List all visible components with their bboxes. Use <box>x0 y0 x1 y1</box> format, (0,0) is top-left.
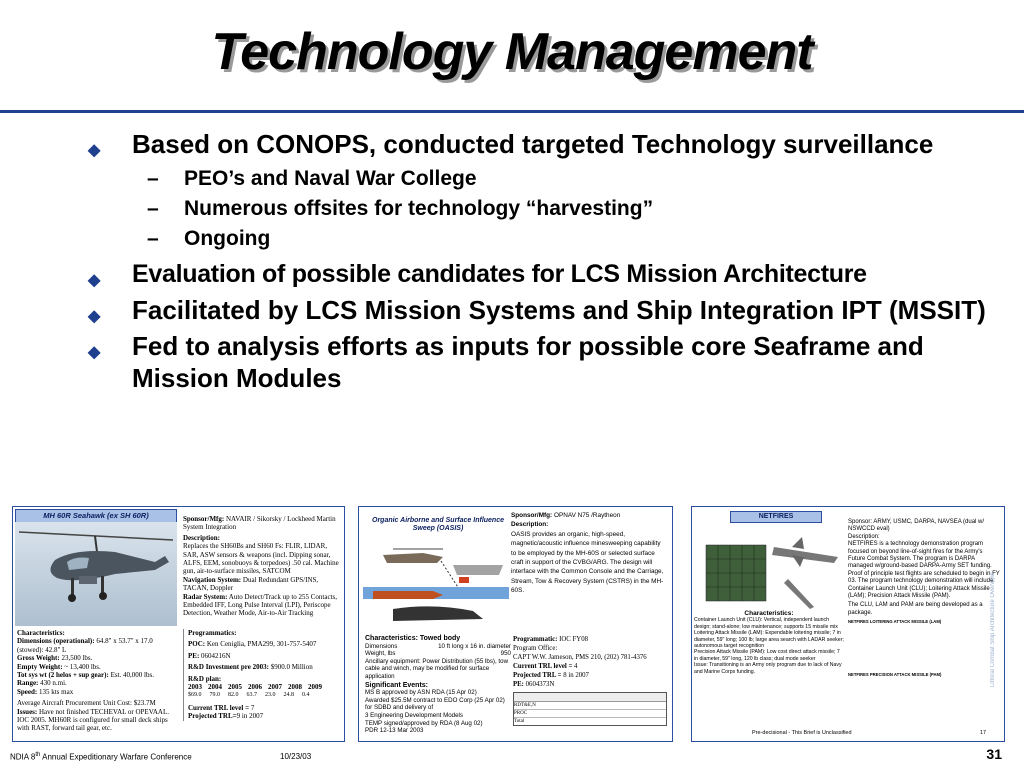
current-trl: Current TRL level = 4 <box>513 663 578 670</box>
dash-bullet-icon: – <box>147 167 159 190</box>
description-label: Description: <box>511 521 549 529</box>
netfires-right-column <box>848 619 984 677</box>
char-row: Dimensions 10 ft long x 16 in. diameter <box>365 642 511 650</box>
helicopter-image <box>15 522 177 626</box>
sponsor-line: Sponsor: ARMY, USMC, DARPA, NAVSEA (dual w/ NSWCCD eval) <box>848 519 985 533</box>
panel-heading: Organic Airborne and Surface Influence Sweep (OASIS) <box>372 517 504 532</box>
bullet-item: ◆ Based on CONOPS, conducted targeted Technology surveillance <box>82 128 1002 160</box>
programmatics-label: Programmatics: <box>188 629 237 637</box>
char-row: Weight, lbs 950 <box>365 650 511 658</box>
events-label: Significant Events: <box>365 681 429 689</box>
sub-bullet-item: – PEO’s and Naval War College <box>82 164 1002 194</box>
netfires-watermark: Littoral Combat Ship Architecture Overview <box>990 572 996 687</box>
diamond-bullet-icon: ◆ <box>88 272 101 289</box>
char-item: Container Launch Unit (CLU): Vertical, independent launch design; stand-alone; low maintenance; supports 15 missile mix <box>694 617 838 630</box>
char-row: Speed: 135 kts max <box>17 687 74 696</box>
char-item: Issue: Transitioning is an Army only program due to lack of Navy and Marine Corps funding. <box>694 662 842 675</box>
char-item: Loitering Attack Missile (LAM): Expendable loitering missile; 7 in diameter, 59" long; 100 lb; large area search with LADAR seeker; autonomous target recognition <box>694 630 844 650</box>
plan-values-row: $69.0 79.0 82.0 63.7 23.0 24.8 0.4 <box>188 692 310 699</box>
bullet-list <box>82 128 1002 398</box>
characteristics-label: Characteristics: Towed body <box>365 635 461 642</box>
footer-date: 10/23/03 <box>280 752 312 761</box>
netfires-panel <box>691 506 1005 742</box>
funding-table <box>513 692 667 726</box>
projected-trl: Projected TRL = 8 in 2007 <box>513 672 589 679</box>
programmatics-line: Programmatic: IOC FY08 <box>513 636 589 643</box>
sponsor-line: Sponsor/Mfg: OPNAV N75 /Raytheon <box>511 512 621 519</box>
char-row: Dimensions (operational): 64.8" x 53.7" x 17.0 (stowed): 42.8" L <box>17 637 153 654</box>
slide-title: Technology Management <box>211 23 813 81</box>
dash-bullet-icon: – <box>147 227 159 250</box>
bullet-item: ◆ Evaluation of possible candidates for LCS Mission Architecture <box>82 258 1002 290</box>
bullet-item: ◆ Facilitated by LCS Mission Systems and Ship Integration IPT (MSSIT) <box>82 294 1002 326</box>
issues-line: Issues: Have not finished TECHEVAL or OPEVAAL. IOC 2005. MH60R is configured for small deck ships with RAST, forward tail gear, etc. <box>17 707 169 733</box>
event-item: MS B approved by ASN RDA (15 Apr 02) <box>365 689 477 697</box>
navigation-line: Navigation System: Dual Redundant GPS/INS, TACAN, Doppler <box>183 575 319 593</box>
description-text: Replaces the SH60Bs and SH60 Fs: FLIR, LIDAR, SAR, ASW sensors & weapons (incl. Dipping sonar, ALFS, EEM, sonobuoys & torpedoes) .50 cal. Machine gun, air-to-surface missiles, SATCOM <box>183 542 339 576</box>
slide-page-number: 31 <box>986 746 1002 762</box>
oasis-panel <box>358 506 673 742</box>
dash-bullet-icon: – <box>147 197 159 220</box>
characteristics-block <box>17 629 177 733</box>
mh60r-text-column <box>183 515 341 618</box>
closing-text: The CLU, LAM and PAM are being developed as a package. <box>848 602 983 616</box>
diamond-bullet-icon: ◆ <box>88 308 101 325</box>
pe-line: PE: 0604216N <box>188 651 231 660</box>
ancillary-text: Ancillary equipment: Power Distribution (55 lbs), tow cable and winch, may be modified for surface application <box>365 657 509 680</box>
netfires-image <box>696 523 846 615</box>
current-trl: Current TRL level = 7 <box>188 703 255 712</box>
projected-trl: Projected TRL=9 in 2007 <box>188 712 264 721</box>
lam-details <box>848 624 984 672</box>
characteristics-label: Characteristics: <box>17 629 65 637</box>
funding-table-row: Total <box>514 719 525 724</box>
title-underline <box>0 110 1024 113</box>
panel-heading-bar <box>15 509 177 523</box>
rd-line: R&D Investment pre 2003: $900.0 Million <box>188 663 313 672</box>
char-row: Tot sys wt (2 helos + sup gear): Est. 40,000 lbs. <box>17 671 154 680</box>
classification-text: Pre-decisional - This Brief is Unclassified <box>752 730 852 736</box>
char-row: Empty Weight: ~ 13,400 lbs. <box>17 662 101 671</box>
event-item: PDR 12-13 Mar 2003 <box>365 727 424 735</box>
char-item: Precision Attack Missile (PAM): Low cost direct attack missile; 7 in diameter, 59" long, 120 lb class; dual mode seeker <box>694 649 840 662</box>
oasis-image <box>363 535 509 633</box>
funding-table-row: RDT&E,N <box>514 702 666 710</box>
netfires-description-column <box>848 519 1000 617</box>
description-text: NETFIRES is a technology demonstration program focused on beyond line-of-sight fires for the Army's Future Combat System. The program is DARPA managed w/ground-based DARPA-Army SET funding. Proof of principle test flights are scheduled to begin in FY 03. The program technology demonstration will include: Container Launch Unit (CLU); Loitering Attack Missile (LAM); Precision Attack Missile (PAM). <box>848 541 1000 600</box>
radar-line: Radar System: Auto Detect/Track up to 255 Contacts, Embedded IFF, Long Pulse Interval (LPI), Periscope Detection, Weather Mode, Air-to-Air Tracking <box>183 592 338 618</box>
sponsor-line: Sponsor/Mfg: NAVAIR / Sikorsky / Lockheed Martin System Integration <box>183 515 336 532</box>
panel-heading-bar <box>730 511 822 523</box>
diamond-bullet-icon: ◆ <box>88 142 101 159</box>
description-text: OASIS provides an organic, high-speed, magnetic/acoustic influence minesweeping capability to be employed by the MH-60S or selected surface craft in support of the CVBG/ARG. The design will interface with the Common Console and the Carriage, Stream, Tow & Recovery System (CSTRS) in the MH-60S. <box>511 530 664 595</box>
program-office-value: CAPT W.W. Jameson, PMS 210, (202) 781-4376 <box>513 654 647 661</box>
char-row: Range: 430 n.mi. <box>17 679 67 688</box>
oasis-description-column <box>511 511 667 596</box>
event-item: TEMP signed/approved by RDA (8 Aug 02) <box>365 719 483 727</box>
netfires-characteristics <box>694 611 844 675</box>
oasis-characteristics <box>365 635 511 735</box>
char-row: Gross Weight: 23,500 lbs. <box>17 654 93 663</box>
bullet-item: ◆ Fed to analysis efforts as inputs for possible core Seaframe and Mission Modules <box>88 331 924 393</box>
funding-table-header <box>514 693 666 702</box>
lam-heading: NETFIRES LOITERING ATTACK MISSILE (LAM) <box>848 619 942 624</box>
years-row: 2003 2004 2005 2006 2007 2008 2009 <box>188 683 322 692</box>
poc-line: POC: Ken Ceniglia, PMA299, 301-757-5407 <box>188 640 317 649</box>
characteristics-label: Characteristics: <box>744 610 794 617</box>
sub-bullet-item: – Numerous offsites for technology “harvesting” <box>82 194 1002 224</box>
mh60r-panel <box>12 506 345 742</box>
event-item: Awarded $25.5M contract to EDO Corp (25 Apr 02) for SDBD and delivery of <box>365 696 505 712</box>
sub-bullet-item: – Ongoing <box>82 224 1002 254</box>
avg-cost: Average Aircraft Procurement Unit Cost: $23.7M <box>17 699 156 708</box>
rdplan-label: R&D plan: <box>188 674 222 683</box>
pe-line: PE: 0604373N <box>513 681 555 688</box>
program-office-label: Program Office: <box>513 645 558 652</box>
pam-heading: NETFIRES PRECISION ATTACK MISSILE (PAM) <box>848 672 942 678</box>
funding-table-row: PROC <box>514 710 666 718</box>
diamond-bullet-icon: ◆ <box>88 344 101 361</box>
panel-heading: NETFIRES <box>758 513 794 520</box>
description-label: Description: <box>183 533 220 542</box>
description-label: Description: <box>848 533 880 540</box>
panel-page-number: 17 <box>980 730 987 736</box>
footer-conference: NDIA 8th Annual Expeditionary Warfare Conference <box>10 752 192 762</box>
event-item: 3 Engineering Development Models <box>365 711 464 719</box>
panel-heading: MH 60R Seahawk (ex SH 60R) <box>43 511 149 520</box>
oasis-programmatics <box>513 635 667 726</box>
programmatics-block <box>183 629 345 721</box>
